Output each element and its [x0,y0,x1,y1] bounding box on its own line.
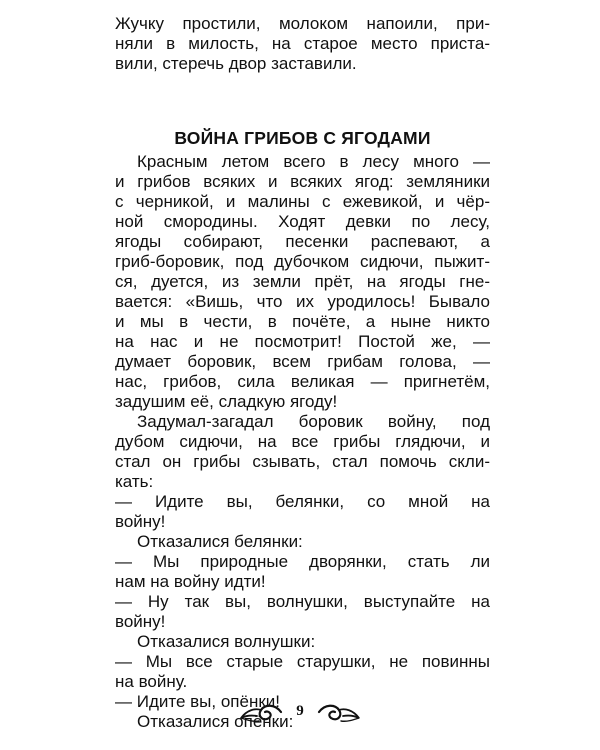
story-line: на нас и не посмотрит! Постой же, — [115,332,490,351]
story-line: — Идите вы, опёнки! [115,692,280,711]
story-line: с черникой, и малины с ежевикой, и чёр- [115,192,490,211]
story-line: Отказалися белянки: [137,532,303,551]
story-line: — Идите вы, белянки, со мной на [115,492,490,511]
intro-line-2: няли в милость, на старое место приста- [115,34,490,53]
story-line: Отказалися волнушки: [137,632,316,651]
page-number: 9 [296,703,304,719]
story-line: войну! [115,612,166,631]
intro-line-3: вили, стеречь двор заставили. [115,54,357,73]
story-line: гриб-боровик, под дубочком сидючи, пыжит- [115,252,490,271]
page-footer [235,696,365,728]
story-line: — Ну так вы, волнушки, выступайте на [115,592,490,611]
story-line: ной смородины. Ходят девки по лесу, [115,212,490,231]
story-line: Красным летом всего в лесу много — [137,152,490,171]
story-body [115,152,490,732]
story-line: на войну. [115,672,188,691]
story-line: нас, грибов, сила великая — пригнетём, [115,372,490,391]
intro-line-1: Жучку простили, молоком напоили, при- [115,14,490,33]
story-line: и мы в чести, в почёте, а ныне никто [115,312,490,331]
story-title: ВОЙНА ГРИБОВ С ЯГОДАМИ [174,128,431,148]
story-line: вается: «Вишь, что их уродилось! Бывало [115,292,490,311]
story-line: кать: [115,472,154,491]
story-line: дубом сидючи, на все грибы глядючи, и [115,432,490,451]
story-line: Задумал-загадал боровик войну, под [137,412,490,431]
story-line: — Мы все старые старушки, не повинны [115,652,490,671]
story-line: думает боровик, всем грибам голова, — [115,352,490,371]
story-line: и грибов всяких и всяких ягод: земляники [115,172,490,191]
story-line: нам на войну идти! [115,572,266,591]
story-line: Отказалися опёнки: [137,712,294,731]
story-line: ягоды собирают, песенки распевают, а [115,232,490,251]
story-line: войну! [115,512,166,531]
story-line: стал он грибы сзывать, стал помочь скли- [115,452,490,471]
intro-paragraph [115,14,490,74]
story-line: — Мы природные дворянки, стать ли [115,552,490,571]
story-line: задушим её, сладкую ягоду! [115,392,338,411]
story-line: ся, дуется, из земли прёт, на ягоды гне- [115,272,490,291]
